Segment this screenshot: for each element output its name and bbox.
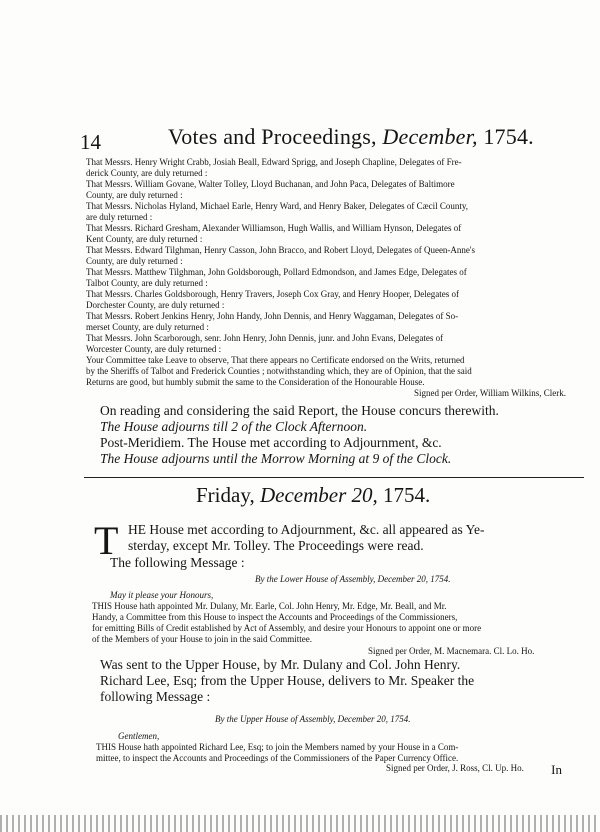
returns-line: County, are duly returned : [86, 190, 183, 200]
running-year: 1754. [483, 124, 534, 149]
returns-line: That Messrs. Henry Wright Crabb, Josiah Beall, Edward Sprigg, and Joseph Chapline, Delegates of Fre- [86, 157, 462, 167]
opening-line: The following Message : [110, 555, 245, 570]
message1-source: By the Lower House of Assembly, December 20, 1754. [255, 574, 451, 584]
message-line: for emitting Bills of Credit established by Act of Assembly, and desire your Honours to appoint one or more [92, 623, 482, 633]
returns-line: That Messrs. Richard Gresham, Alexander Williamson, Hugh Wallis, and William Hynson, Delegates of [86, 223, 462, 233]
day-heading-day: Friday, [196, 483, 255, 507]
middle-line: Richard Lee, Esq; from the Upper House, delivers to Mr. Speaker the [100, 673, 475, 688]
page-number: 14 [80, 130, 101, 154]
message-line: Handy, a Committee from this House to inspect the Accounts and Proceedings of the Commissioners, [92, 612, 458, 622]
returns-line: That Messrs. Charles Goldsborough, Henry Travers, Joseph Cox Gray, and Henry Hooper, Delegates of [86, 289, 459, 299]
returns-line: by the Sheriffs of Talbot and Frederick Counties ; notwithstanding which, they are of Opinion, that the said [86, 366, 472, 376]
returns-line: Talbot County, are duly returned : [86, 278, 208, 288]
middle-block [100, 657, 590, 705]
opening-line: HE House met according to Adjournment, &c. all appeared as Ye- [128, 522, 485, 537]
drop-cap: T [94, 518, 119, 563]
returns-line: Returns are good, but humbly submit the same to the Consideration of the Honourable House. [86, 377, 425, 387]
returns-line: That Messrs. Edward Tilghman, Henry Casson, John Bracco, and Robert Lloyd, Delegates of Queen-Anne's [86, 245, 476, 255]
returns-signature: Signed per Order, William Wilkins, Clerk. [413, 388, 566, 398]
middle-line: Was sent to the Upper House, by Mr. Dulany and Col. John Henry. [100, 657, 461, 672]
message1-salutation: May it please your Honours, [110, 590, 214, 600]
returns-line: Dorchester County, are duly returned : [86, 300, 225, 310]
message-line: THIS House hath appointed Richard Lee, Esq; to join the Members named by your House in a Com- [96, 742, 459, 752]
message1-body [92, 601, 587, 645]
running-header [168, 124, 534, 150]
proceedings-line: The House adjourns till 2 of the Clock Afternoon. [100, 419, 368, 434]
returns-line: County, are duly returned : [86, 256, 183, 266]
proceedings-block [100, 403, 590, 467]
message2-signature: Signed per Order, J. Ross, Cl. Up. Ho. [386, 763, 524, 773]
section-divider [84, 477, 584, 478]
running-month: December, [382, 124, 478, 149]
day-heading-year: 1754. [383, 483, 431, 507]
returns-line: That Messrs. William Govane, Walter Tolley, Lloyd Buchanan, and John Paca, Delegates of Baltimore [86, 179, 455, 189]
returns-line: Worcester County, are duly returned : [86, 344, 222, 354]
opening-line: sterday, except Mr. Tolley. The Proceedings were read. [128, 538, 424, 553]
proceedings-line: On reading and considering the said Report, the House concurs therewith. [100, 403, 499, 418]
returns-line: are duly returned : [86, 212, 153, 222]
returns-line: derick County, are duly returned : [86, 168, 208, 178]
message-line: THIS House hath appointed Mr. Dulany, Mr. Earle, Col. John Henry, Mr. Edge, Mr. Beall, and Mr. [92, 601, 447, 611]
proceedings-line: The House adjourns until the Morrow Morning at 9 of the Clock. [100, 451, 452, 466]
message2-source: By the Upper House of Assembly, December 20, 1754. [215, 714, 411, 724]
returns-line: That Messrs. Robert Jenkins Henry, John Handy, John Dennis, and Henry Waggaman, Delegates of So- [86, 311, 459, 321]
returns-line: Kent County, are duly returned : [86, 234, 203, 244]
running-title: Votes and Proceedings, [168, 124, 377, 149]
opening-lines [128, 522, 590, 554]
middle-line: following Message : [100, 689, 211, 704]
catchword: In [551, 762, 562, 777]
delegate-returns [86, 157, 586, 399]
returns-line: merset County, are duly returned : [86, 322, 209, 332]
scan-edge [0, 815, 600, 832]
message1-signature: Signed per Order, M. Macnemara. Cl. Lo. Ho. [368, 646, 535, 656]
returns-line: That Messrs. John Scarborough, senr. John Henry, John Dennis, junr. and John Evans, Delegates of [86, 333, 444, 343]
message2-salutation: Gentlemen, [118, 731, 160, 741]
day-heading [196, 483, 430, 508]
returns-line: That Messrs. Matthew Tilghman, John Goldsborough, Pollard Edmondson, and James Edge, Delegates of [86, 267, 467, 277]
message-line: mittee, to inspect the Accounts and Proceedings of the Commissioners of the Paper Currency Office. [96, 753, 459, 763]
returns-line: That Messrs. Nicholas Hyland, Michael Earle, Henry Ward, and Henry Baker, Delegates of Cæcil County, [86, 201, 469, 211]
returns-line: Your Committee take Leave to observe, That there appears no Certificate endorsed on the Writs, returned [86, 355, 465, 365]
day-heading-date: December 20, [259, 483, 378, 507]
proceedings-line: Post-Meridiem. The House met according to Adjournment, &c. [100, 435, 442, 450]
message2-body [96, 742, 588, 764]
message-line: of the Members of your House to join in the said Committee. [92, 634, 312, 644]
